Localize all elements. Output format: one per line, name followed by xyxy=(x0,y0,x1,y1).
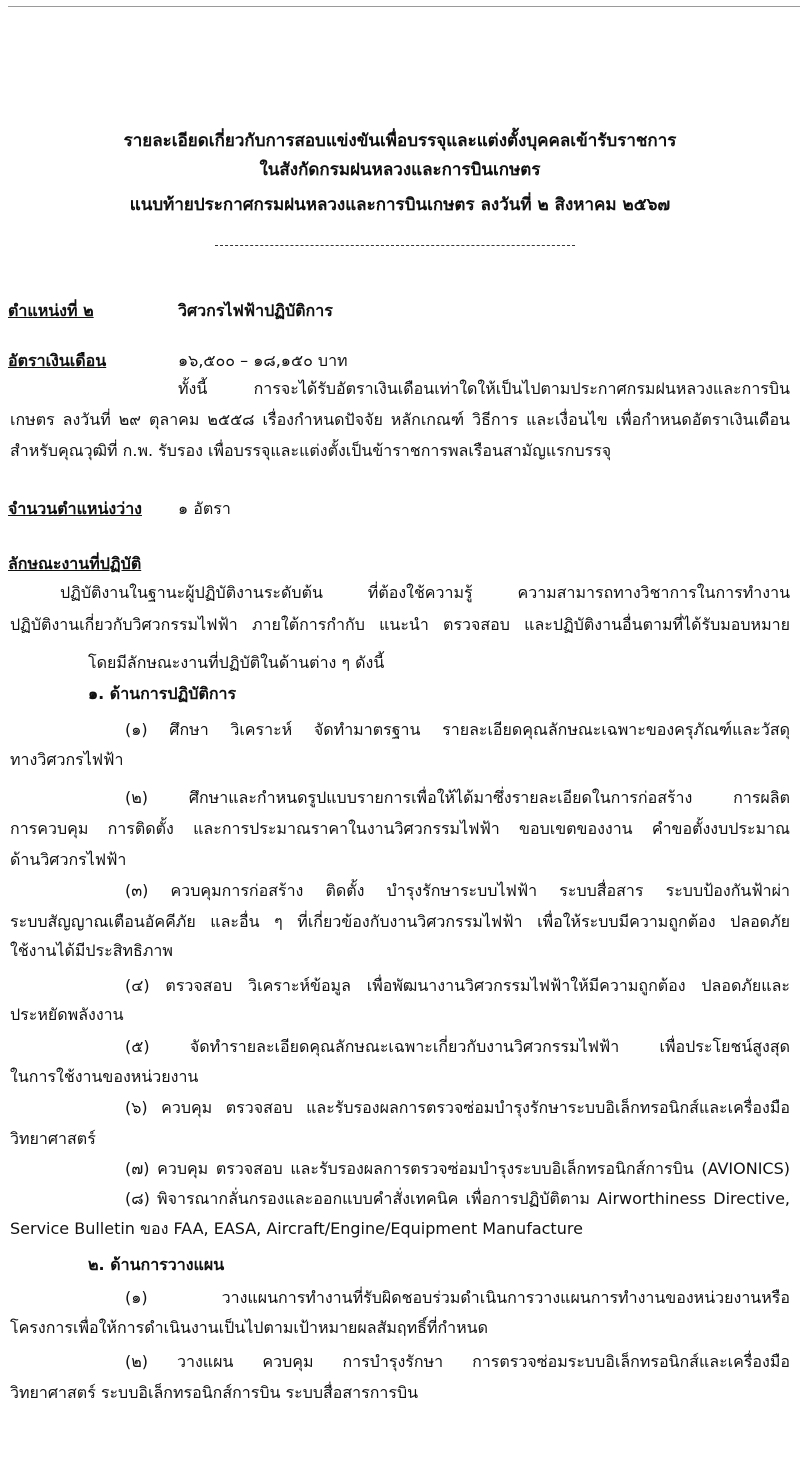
scan-top-edge xyxy=(8,6,800,7)
position-value: วิศวกรไฟฟ้าปฏิบัติการ xyxy=(178,301,333,320)
planning-item-2-line-1: (๒) วางแผน ควบคุม การบำรุงรักษา การตรวจซ่อมระบบอิเล็กทรอนิกส์และเครื่องมือ xyxy=(125,1352,790,1371)
duties-intro-line-2: ปฏิบัติงานเกี่ยวกับวิศวกรรมไฟฟ้า ภายใต้การกำกับ แนะนำ ตรวจสอบ และปฏิบัติงานอื่นตามที่ได้รับมอบหมาย xyxy=(10,615,790,634)
duties-label: ลักษณะงานที่ปฏิบัติ xyxy=(8,554,142,573)
operations-item-4-line-2: ประหยัดพลังงาน xyxy=(10,1005,124,1024)
salary-label: อัตราเงินเดือน xyxy=(8,351,107,370)
operations-item-2-line-1: (๒) ศึกษาและกำหนดรูปแบบรายการเพื่อให้ได้มาซึ่งรายละเอียดในการก่อสร้าง การผลิต xyxy=(125,788,790,807)
operations-item-3-line-2: ระบบสัญญาณเตือนอัคคีภัย และอื่น ๆ ที่เกี่ยวข้องกับงานวิศวกรรมไฟฟ้า เพื่อให้ระบบมีความถูกต้อง ปลอดภัย xyxy=(10,912,790,931)
operations-item-2-line-3: ด้านวิศวกรไฟฟ้า xyxy=(10,850,127,869)
vacancy-value: ๑ อัตรา xyxy=(178,499,231,518)
salary-note-line-2: เกษตร ลงวันที่ ๒๙ ตุลาคม ๒๕๕๘ เรื่องกำหนดปัจจัย หลักเกณฑ์ วิธีการ และเงื่อนไข เพื่อกำหนดอัตราเงินเดือน xyxy=(10,410,790,429)
operations-item-8-line-2: Service Bulletin ของ FAA, EASA, Aircraft/Engine/Equipment Manufacture xyxy=(10,1219,583,1238)
operations-item-3-line-1: (๓) ควบคุมการก่อสร้าง ติดตั้ง บำรุงรักษาระบบไฟฟ้า ระบบสื่อสาร ระบบป้องกันฟ้าผ่า xyxy=(125,881,790,900)
vacancy-label: จำนวนตำแหน่งว่าง xyxy=(8,499,142,518)
operations-item-3-line-3: ใช้งานได้มีประสิทธิภาพ xyxy=(10,941,173,960)
planning-item-1-line-1: (๑) วางแผนการทำงานที่รับผิดชอบร่วมดำเนินการวางแผนการทำงานของหน่วยงานหรือ xyxy=(125,1288,790,1307)
operations-item-5-line-1: (๕) จัดทำรายละเอียดคุณลักษณะเฉพาะเกี่ยวกับงานวิศวกรรมไฟฟ้า เพื่อประโยชน์สูงสุด xyxy=(125,1037,790,1056)
operations-item-1-line-1: (๑) ศึกษา วิเคราะห์ จัดทำมาตรฐาน รายละเอียดคุณลักษณะเฉพาะของครุภัณฑ์และวัสดุ xyxy=(125,720,790,739)
duties-intro-line-1: ปฏิบัติงานในฐานะผู้ปฏิบัติงานระดับต้น ที่ต้องใช้ความรู้ ความสามารถทางวิชาการในการทำงาน xyxy=(60,583,790,602)
operations-item-2-line-2: การควบคุม การติดตั้ง และการประมาณราคาในงานวิศวกรรมไฟฟ้า ขอบเขตของงาน คำขอตั้งงบประมาณ xyxy=(10,819,790,838)
operations-item-5-line-2: ในการใช้งานของหน่วยงาน xyxy=(10,1067,199,1086)
operations-item-8-line-1: (๘) พิจารณากลั่นกรองและออกแบบคำสั่งเทคนิค เพื่อการปฏิบัติตาม Airworthiness Directive, xyxy=(125,1189,790,1208)
document-title-line-2: ในสังกัดกรมฝนหลวงและการบินเกษตร xyxy=(259,160,541,180)
separator-dashed-line xyxy=(215,245,575,246)
salary-note-line-1: ทั้งนี้ การจะได้รับอัตราเงินเดือนเท่าใดให้เป็นไปตามประกาศกรมฝนหลวงและการบิน xyxy=(178,379,790,398)
section-planning: ๒. ด้านการวางแผน xyxy=(88,1255,225,1274)
position-label: ตำแหน่งที่ ๒ xyxy=(8,301,94,320)
duties-lead: โดยมีลักษณะงานที่ปฏิบัติในด้านต่าง ๆ ดังนี้ xyxy=(88,653,385,672)
operations-item-6-line-2: วิทยาศาสตร์ xyxy=(10,1129,96,1148)
section-operations: ๑. ด้านการปฏิบัติการ xyxy=(88,684,237,703)
salary-note-line-3: สำหรับคุณวุฒิที่ ก.พ. รับรอง เพื่อบรรจุและแต่งตั้งเป็นข้าราชการพลเรือนสามัญแรกบรรจุ xyxy=(10,441,612,460)
operations-item-6-line-1: (๖) ควบคุม ตรวจสอบ และรับรองผลการตรวจซ่อมบำรุงรักษาระบบอิเล็กทรอนิกส์และเครื่องมือ xyxy=(125,1098,790,1117)
planning-item-1-line-2: โครงการเพื่อให้การดำเนินงานเป็นไปตามเป้าหมายผลสัมฤทธิ์ที่กำหนด xyxy=(10,1318,489,1337)
operations-item-1-line-2: ทางวิศวกรไฟฟ้า xyxy=(10,750,124,769)
operations-item-7-line-1: (๗) ควบคุม ตรวจสอบ และรับรองผลการตรวจซ่อมบำรุงระบบอิเล็กทรอนิกส์การบิน (AVIONICS) xyxy=(125,1159,790,1178)
planning-item-2-line-2: วิทยาศาสตร์ ระบบอิเล็กทรอนิกส์การบิน ระบบสื่อสารการบิน xyxy=(10,1383,419,1402)
document-title-line-1: รายละเอียดเกี่ยวกับการสอบแข่งขันเพื่อบรรจุและแต่งตั้งบุคคลเข้ารับราชการ xyxy=(123,131,677,151)
operations-item-4-line-1: (๔) ตรวจสอบ วิเคราะห์ข้อมูล เพื่อพัฒนางานวิศวกรรมไฟฟ้าให้มีความถูกต้อง ปลอดภัยและ xyxy=(125,976,790,995)
salary-value: ๑๖,๕๐๐ – ๑๘,๑๕๐ บาท xyxy=(178,351,348,370)
document-title-line-3: แนบท้ายประกาศกรมฝนหลวงและการบินเกษตร ลงวันที่ ๒ สิงหาคม ๒๕๖๗ xyxy=(129,195,671,215)
